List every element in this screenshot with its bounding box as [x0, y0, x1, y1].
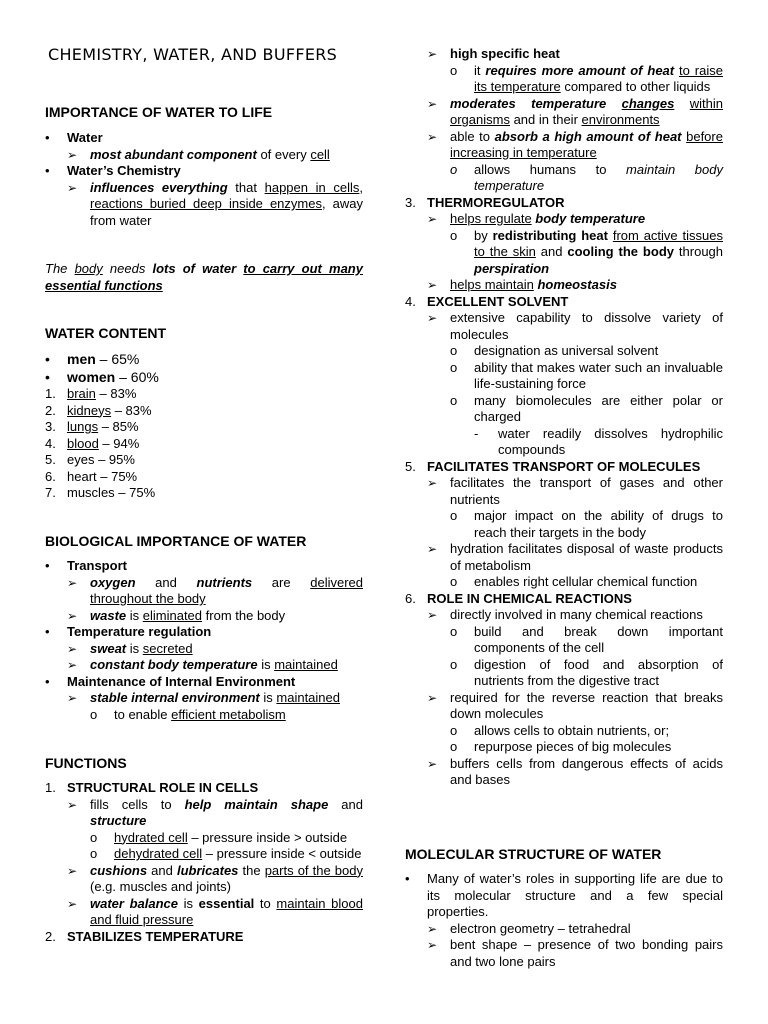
list-item: 2. kidneys – 83% [45, 402, 152, 418]
list-item: o many biomolecules are either polar or charged [450, 392, 723, 424]
list-item: ➢ constant body temperature is maintained [67, 657, 338, 672]
list-item: ➢ high specific heat [427, 46, 560, 61]
functions-continued [405, 46, 723, 789]
list-item: o it requires more amount of heat to raise its temperature compared to other liquids [450, 62, 723, 94]
list-item: • Water’s Chemistry [45, 163, 181, 178]
list-item: ➢ buffers cells from dangerous effects of acids and bases [427, 755, 723, 787]
list-item: o ability that makes water such an invaluable life-sustaining force [450, 359, 723, 391]
list-item: - water readily dissolves hydrophilic compounds [474, 425, 723, 457]
list-item: ➢ electron geometry – tetrahedral [427, 920, 631, 936]
importance-note: The body needs lots of water to carry out many essential functions [45, 261, 363, 293]
list-item: o major impact on the ability of drugs to reach their targets in the body [450, 508, 723, 540]
biological-list [45, 558, 363, 723]
list-item: ➢ facilitates the transport of gases and other nutrients [427, 475, 723, 507]
list-item: o allows cells to obtain nutrients, or; [450, 722, 670, 738]
list-item: • Many of water’s roles in supporting life are due to its molecular structure and a few special properties. [405, 871, 723, 919]
functions-list [45, 780, 363, 945]
list-item: 3. THERMOREGULATOR [405, 194, 565, 210]
list-item: 1. brain – 83% [45, 386, 137, 401]
list-item: o to enable efficient metabolism [90, 706, 286, 722]
list-item: • Maintenance of Internal Environment [45, 673, 296, 689]
list-item: ➢ extensive capability to dissolve variety of molecules [427, 310, 723, 342]
list-item: ➢ oxygen and nutrients are delivered throughout the body [67, 574, 363, 606]
list-item: ➢ influences everything that happen in cells, reactions buried deep inside enzymes, away from water [67, 179, 363, 228]
list-item: 4. blood – 94% [45, 435, 140, 451]
list-item: ➢ directly involved in many chemical reactions [427, 607, 703, 622]
list-item: o digestion of food and absorption of nutrients from the digestive tract [450, 656, 723, 688]
list-item: ➢ stable internal environment is maintained [67, 690, 340, 705]
molecular-list [405, 871, 723, 970]
list-item: ➢ helps maintain homeostasis [427, 277, 617, 292]
section-heading-water-content: WATER CONTENT [45, 325, 167, 341]
water-content-list [45, 350, 363, 502]
list-item: ➢ moderates temperature changes within organisms and in their environments [427, 95, 723, 127]
list-item: 5. FACILITATES TRANSPORT OF MOLECULES [405, 458, 701, 474]
list-item: • Water [45, 130, 103, 145]
section-heading-functions: FUNCTIONS [45, 755, 127, 771]
list-item: o enables right cellular chemical function [450, 574, 698, 589]
list-item: o build and break down important components of the cell [450, 623, 723, 655]
list-item: 6. ROLE IN CHEMICAL REACTIONS [405, 590, 632, 606]
list-item: ➢ most abundant component of every cell [67, 146, 330, 162]
list-item: 2. STABILIZES TEMPERATURE [45, 928, 244, 944]
list-item: • Transport [45, 558, 127, 573]
list-item: o designation as universal solvent [450, 343, 659, 358]
list-item: ➢ fills cells to help maintain shape and structure [67, 796, 363, 828]
list-item: o allows humans to maintain body temperature [450, 161, 723, 193]
list-item: ➢ waste is eliminated from the body [67, 607, 286, 623]
list-item: 1. STRUCTURAL ROLE IN CELLS [45, 780, 259, 795]
list-item: ➢ cushions and lubricates the parts of the body (e.g. muscles and joints) [67, 862, 364, 894]
section-heading-molecular: MOLECULAR STRUCTURE OF WATER [405, 846, 662, 862]
list-item: ➢ water balance is essential to maintain blood and fluid pressure [67, 895, 363, 927]
list-item: ➢ helps regulate body temperature [427, 211, 646, 226]
list-item: 6. heart – 75% [45, 468, 138, 484]
list-item: o repurpose pieces of big molecules [450, 739, 672, 754]
list-item: 7. muscles – 75% [45, 485, 156, 500]
list-item: 4. EXCELLENT SOLVENT [405, 293, 569, 309]
list-item: o dehydrated cell – pressure inside < outside [90, 846, 362, 861]
section-heading-biological: BIOLOGICAL IMPORTANCE OF WATER [45, 533, 307, 549]
list-item: • Temperature regulation [45, 624, 212, 639]
page-title: CHEMISTRY, WATER, AND BUFFERS [48, 45, 338, 64]
section-heading-importance: IMPORTANCE OF WATER TO LIFE [45, 104, 273, 120]
list-item: o hydrated cell – pressure inside > outside [90, 829, 348, 845]
list-item: ➢ able to absorb a high amount of heat before increasing in temperature [427, 128, 723, 160]
list-item: • men – 65% [45, 351, 140, 367]
list-item: 3. lungs – 85% [45, 419, 139, 434]
list-item: o by redistributing heat from active tissues to the skin and cooling the body through perspiration [450, 227, 724, 276]
importance-list [45, 130, 363, 229]
list-item: ➢ hydration facilitates disposal of waste products of metabolism [427, 541, 723, 573]
list-item: 5. eyes – 95% [45, 452, 135, 467]
list-item: ➢ bent shape – presence of two bonding pairs and two lone pairs [427, 937, 723, 969]
list-item: • women – 60% [45, 369, 159, 385]
list-item: ➢ sweat is secreted [67, 640, 193, 656]
list-item: ➢ required for the reverse reaction that breaks down molecules [427, 689, 723, 721]
